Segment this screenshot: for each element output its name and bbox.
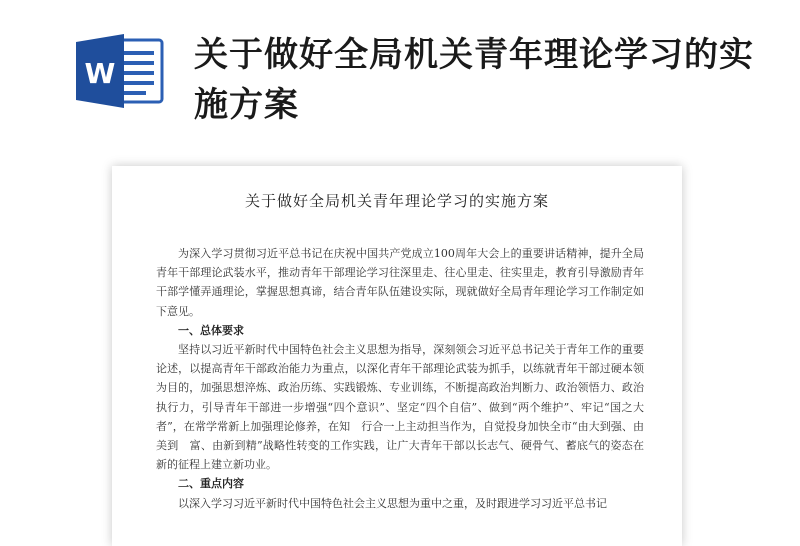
section-paragraph: 坚持以习近平新时代中国特色社会主义思想为指导，深刻领会习近平总书记关于青年工作的重要论述，以提高青年干部政治能力为重点，以深化青年干部理论武装为抓手，以练就青年干部过硬本领为目的，加强思想淬炼、政治历练、实践锻炼、专业训练，不断提高政治判断力、政治领悟力、政治执行力，引导青年干部进一步增强“四个意识”、坚定“四个自信”、做到“两个维护”、牢记“国之大者”，在常学常新上加强理论修养，在知 行合一上主动担当作为，自觉投身加快全市“由大到强、由美到 富、由新到精”战略性转变的工作实践，让广大青年干部以长志气、硬骨气、蓄底气的姿态在新的征程上建立新功业。 xyxy=(156,343,644,472)
word-icon xyxy=(76,34,164,108)
page-title: 关于做好全局机关青年理论学习的实施方案 xyxy=(194,35,754,125)
section-heading: 二、重点内容 xyxy=(178,477,244,491)
document-body xyxy=(156,244,644,513)
document-title: 关于做好全局机关青年理论学习的实施方案 xyxy=(244,192,549,210)
section-paragraph: 以深入学习习近平新时代中国特色社会主义思想为重中之重，及时跟进学习习近平总书记 xyxy=(178,496,607,510)
intro-paragraph: 为深入学习贯彻习近平总书记在庆祝中国共产党成立100周年大会上的重要讲话精神，提升全局青年干部理论武装水平，推动青年干部理论学习往深里走、往心里走、往实里走，教育引导激励青年干部学懂弄通理论，掌握思想真谛，结合青年队伍建设实际，现就做好全局青年理论学习工作制定如下意见。 xyxy=(156,247,644,318)
document-page xyxy=(112,166,682,546)
section-heading: 一、总体要求 xyxy=(178,323,244,337)
svg-text:W: W xyxy=(84,57,116,90)
